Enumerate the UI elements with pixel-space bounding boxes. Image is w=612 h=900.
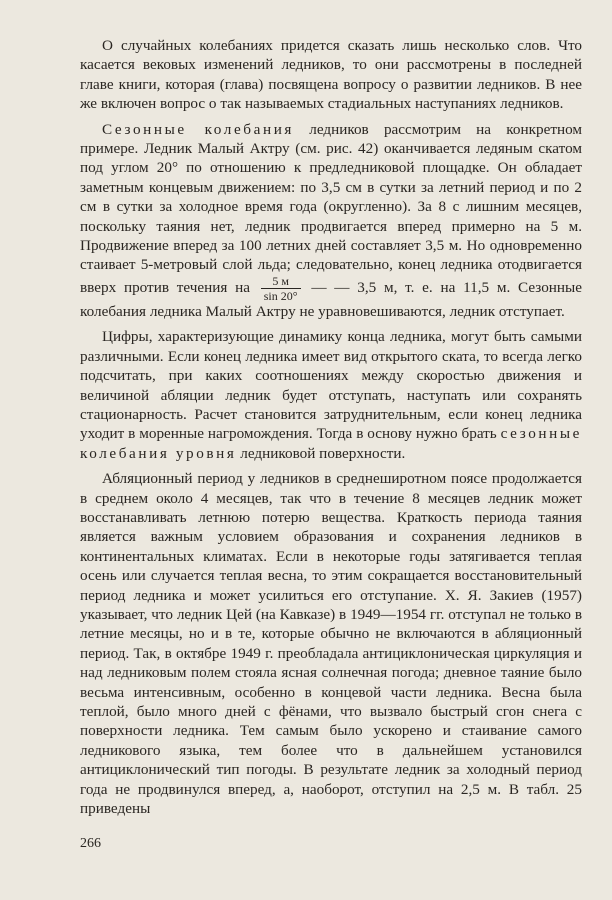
paragraph [80, 120, 582, 322]
text-run: — — 3,5 м, т. е. на 11,5 м. Сезонные колебания ледника Малый Актру не уравновешиваются, ледник отступает. [80, 278, 582, 320]
emphasis-text: Сезонные колебания [102, 120, 295, 138]
text-run: ледников рассмотрим на конкретном примере. Ледник Малый Актру (см. рис. 42) оканчивается ледяным скатом под углом 20° по отношению к предледниковой площадке. Он обладает заметным концевым движением: по 3,5 см в сутки за летний период и по 2 см в сутки за холодное время года (округленно). За 8 с лишним месяцев, поскольку таяния нет, ледник продвигается вперед примерно на 5 м. Продвижение вперед за 100 летних дней составляет 3,5 м. Но одновременно стаивает 5-метровый слой льда; следовательно, конец ледника отодвигается вверх против течения на [80, 120, 582, 296]
text-run: ледниковой поверхности. [236, 444, 406, 462]
fraction [261, 275, 301, 302]
paragraph [80, 327, 582, 463]
text-run: Цифры, характеризующие динамику конца ледника, могут быть самыми различными. Если конец ледника имеет вид открытого ската, то всегда легко подсчитать, при каких соотношениях между скоростью движения и величиной абляции ледник будет отступать, наступать или сохранять стационарность. Расчет становится затруднительным, если конец ледника уходит в моренные нагромождения. Тогда в основу нужно брать [80, 328, 582, 443]
paragraph [80, 469, 582, 818]
text-run: О случайных колебаниях придется сказать лишь несколько слов. Что касается вековых изменений ледников, то они рассмотрены в последней главе книги, которая (глава) посвящена вопросу о развитии ледников. В нее же включен вопрос о так называемых стадиальных наступаниях ледников. [80, 37, 582, 113]
fraction-numerator: 5 м [261, 275, 301, 289]
emphasis-text: сезонные колебания уровня [80, 425, 582, 462]
text-column [80, 36, 582, 818]
fraction-denominator: sin 20° [263, 288, 298, 303]
page-number: 266 [80, 836, 101, 851]
paragraph [80, 36, 582, 114]
text-run: Абляционный период у ледников в среднеширотном поясе продолжается в среднем около 4 месяцев, так что в течение 8 месяцев ледник может восстанавливать летнюю потерю вещества. Краткость периода таяния является важным условием образования и сохранения ледников в континентальных климатах. Если в некоторые годы затягивается теплая осень или случается теплая весна, то этим сокращается восстановительный период ледника и может усилиться его отступание. Х. Я. Закиев (1957) указывает, что ледник Цей (на Кавказе) в 1949—1954 гг. отступал не только в летние месяцы, но и в те, которые обычно не включаются в абляционный период. Так, в октябре 1949 г. преобладала антициклоническая циркуляция и над ледниковым полем стояла ясная солнечная погода; дневное таяние было весьма интенсивным, особенно в концевой части ледника. Весна была теплой, было много дней с фёнами, что вызвало быстрый сгон снега с поверхности ледника. Тем самым было ускорено и стаивание самого ледникового языка, тем более что в дальнейшем установился антициклонический тип погоды. В результате ледник за холодный период года не продвинулся вперед, а, наоборот, отступил на 2,5 м. В табл. 25 приведены [80, 470, 582, 818]
